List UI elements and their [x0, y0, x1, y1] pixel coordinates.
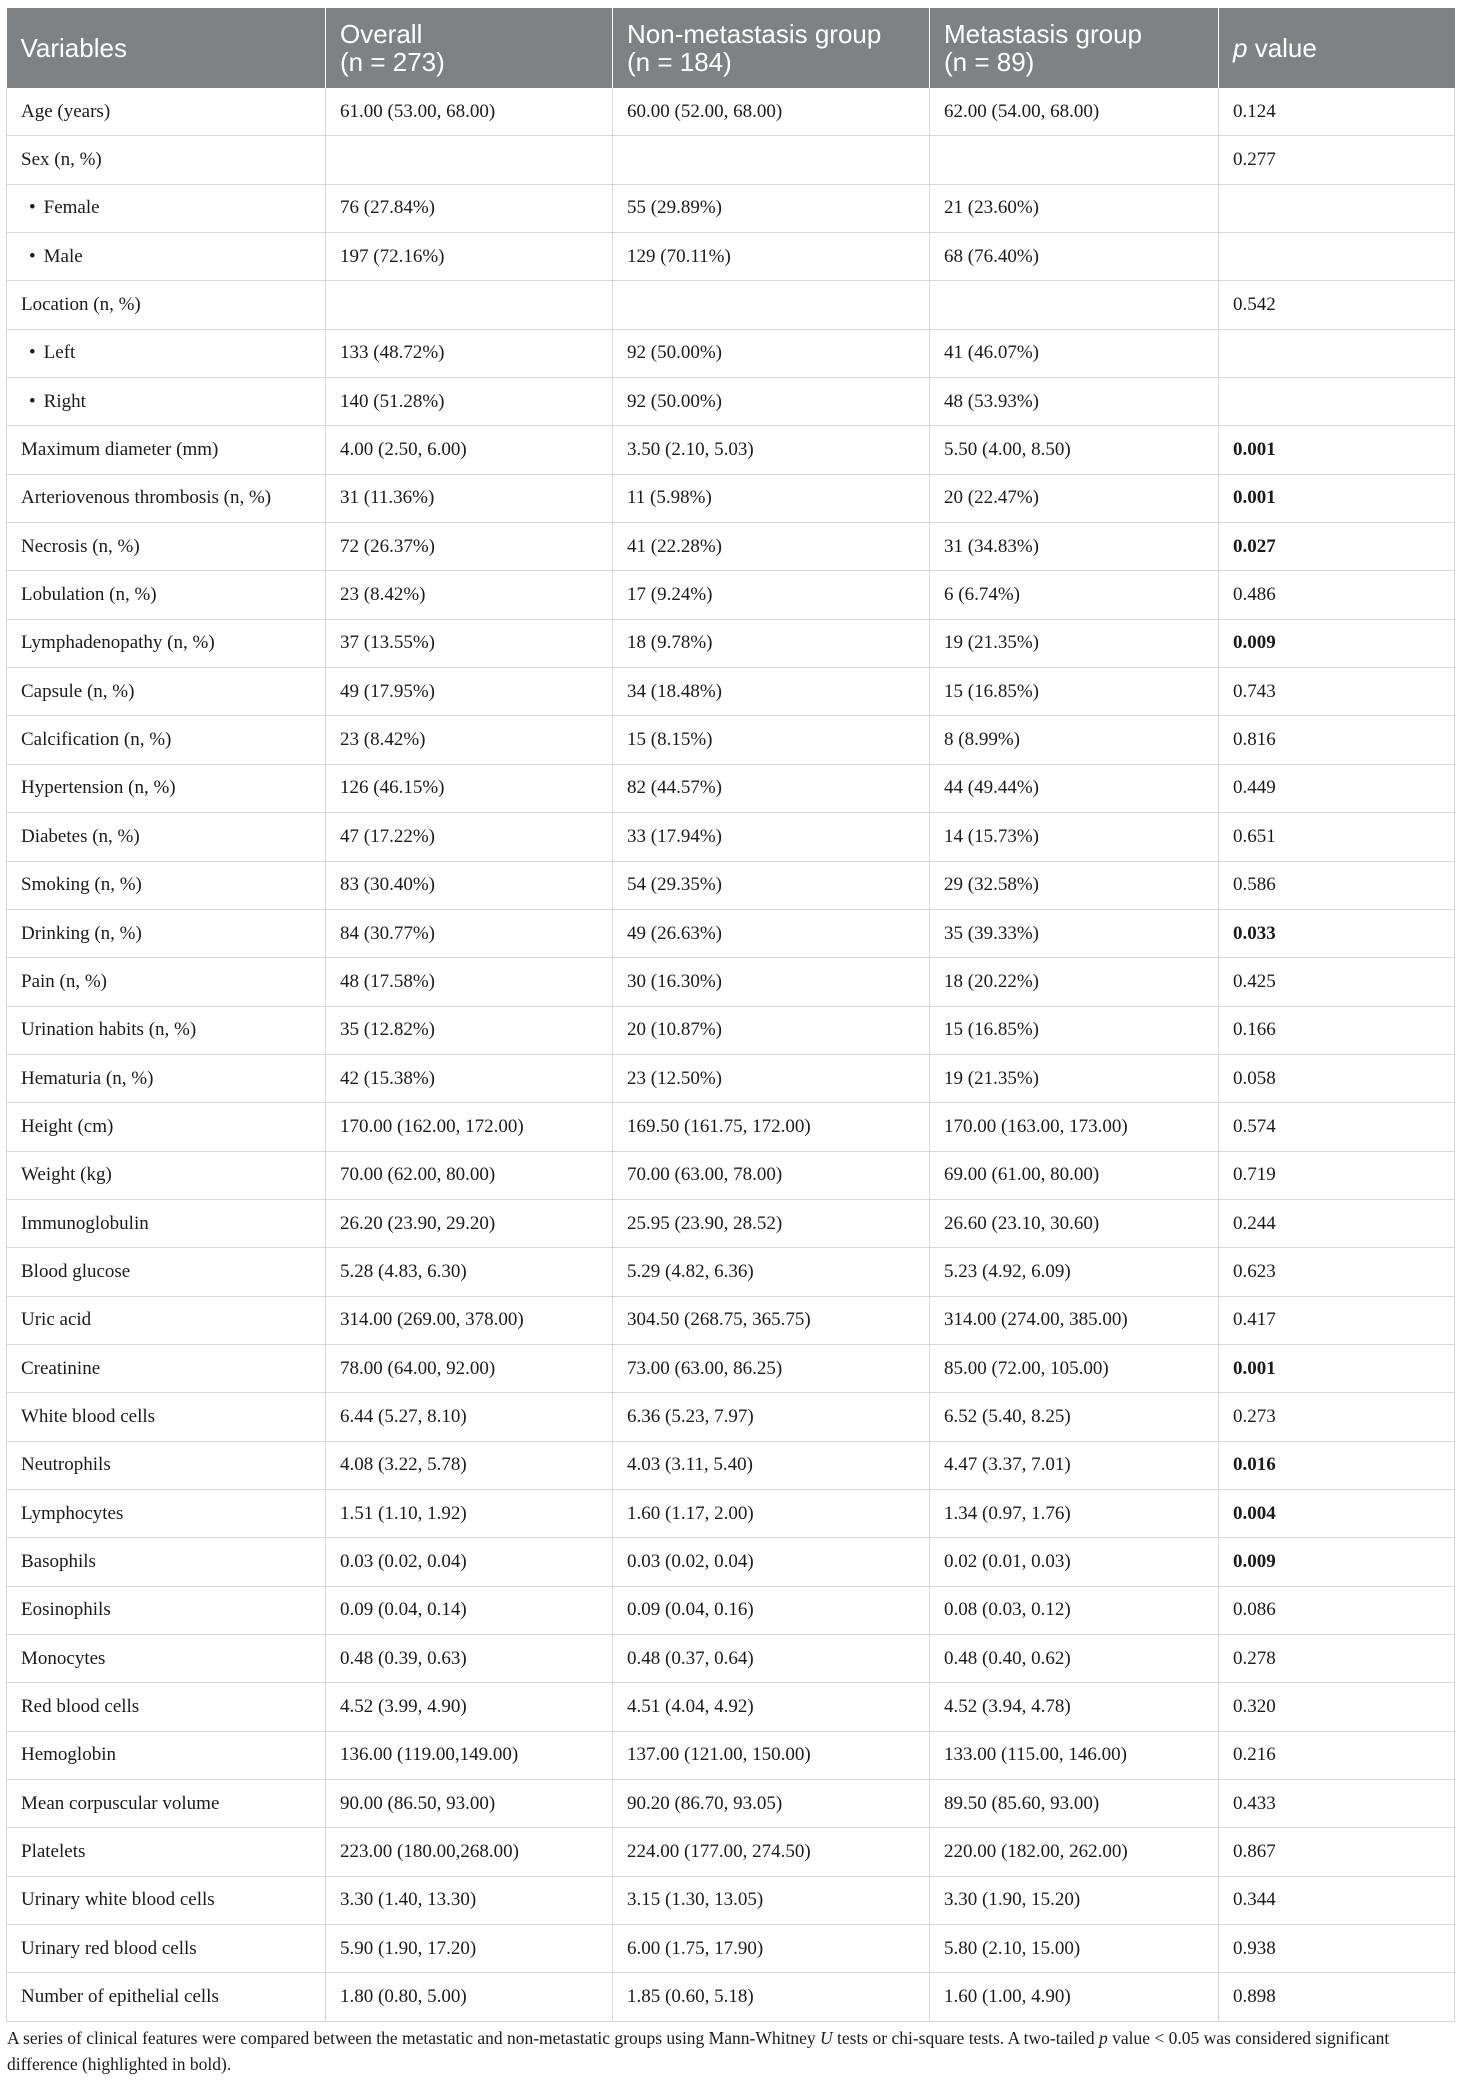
cell-overall — [326, 281, 613, 329]
cell-non-metastasis: 137.00 (121.00, 150.00) — [613, 1731, 930, 1779]
table-row — [7, 523, 1455, 571]
cell-p-value: 0.166 — [1219, 1006, 1455, 1054]
cell-p-value: 0.425 — [1219, 958, 1455, 1006]
cell-overall: 6.44 (5.27, 8.10) — [326, 1393, 613, 1441]
cell-metastasis — [930, 281, 1219, 329]
cell-p-value: 0.033 — [1219, 909, 1455, 957]
header-p-value: p value — [1219, 8, 1455, 88]
header-variables: Variables — [7, 8, 326, 88]
cell-non-metastasis: 60.00 (52.00, 68.00) — [613, 88, 930, 136]
cell-metastasis: 314.00 (274.00, 385.00) — [930, 1296, 1219, 1344]
cell-non-metastasis: 70.00 (63.00, 78.00) — [613, 1151, 930, 1199]
table-row — [7, 281, 1455, 329]
cell-overall: 223.00 (180.00,268.00) — [326, 1828, 613, 1876]
cell-metastasis: 0.48 (0.40, 0.62) — [930, 1635, 1219, 1683]
cell-non-metastasis: 11 (5.98%) — [613, 474, 930, 522]
cell-overall: 4.00 (2.50, 6.00) — [326, 426, 613, 474]
table-row — [7, 716, 1455, 764]
cell-p-value: 0.016 — [1219, 1441, 1455, 1489]
cell-overall: 35 (12.82%) — [326, 1006, 613, 1054]
cell-non-metastasis: 82 (44.57%) — [613, 764, 930, 812]
table-row — [7, 1296, 1455, 1344]
cell-metastasis: 41 (46.07%) — [930, 329, 1219, 377]
cell-variable: Platelets — [7, 1828, 326, 1876]
cell-metastasis: 5.80 (2.10, 15.00) — [930, 1925, 1219, 1973]
table-row — [7, 1151, 1455, 1199]
table-row — [7, 1489, 1455, 1537]
cell-p-value: 0.273 — [1219, 1393, 1455, 1441]
cell-overall: 136.00 (119.00,149.00) — [326, 1731, 613, 1779]
table-row — [7, 909, 1455, 957]
header-non-metastasis: Non-metastasis group (n = 184) — [613, 8, 930, 88]
cell-non-metastasis: 1.85 (0.60, 5.18) — [613, 1973, 930, 2021]
table-row — [7, 1635, 1455, 1683]
table-row — [7, 1441, 1455, 1489]
table-row — [7, 1199, 1455, 1247]
cell-non-metastasis: 30 (16.30%) — [613, 958, 930, 1006]
cell-p-value: 0.277 — [1219, 136, 1455, 184]
bullet-icon: • — [29, 197, 36, 219]
cell-p-value: 0.574 — [1219, 1103, 1455, 1151]
cell-p-value: 0.009 — [1219, 1538, 1455, 1586]
cell-p-value: 0.586 — [1219, 861, 1455, 909]
cell-p-value: 0.027 — [1219, 523, 1455, 571]
cell-metastasis: 29 (32.58%) — [930, 861, 1219, 909]
cell-p-value: 0.001 — [1219, 1344, 1455, 1392]
table-row — [7, 571, 1455, 619]
table-row — [7, 1731, 1455, 1779]
cell-non-metastasis: 90.20 (86.70, 93.05) — [613, 1780, 930, 1828]
cell-metastasis: 220.00 (182.00, 262.00) — [930, 1828, 1219, 1876]
cell-non-metastasis: 0.48 (0.37, 0.64) — [613, 1635, 930, 1683]
table-row — [7, 474, 1455, 522]
cell-non-metastasis: 6.00 (1.75, 17.90) — [613, 1925, 930, 1973]
cell-p-value — [1219, 329, 1455, 377]
cell-overall: 78.00 (64.00, 92.00) — [326, 1344, 613, 1392]
cell-p-value: 0.449 — [1219, 764, 1455, 812]
cell-p-value: 0.001 — [1219, 426, 1455, 474]
cell-variable: Sex (n, %) — [7, 136, 326, 184]
cell-metastasis: 4.47 (3.37, 7.01) — [930, 1441, 1219, 1489]
cell-p-value — [1219, 184, 1455, 232]
cell-variable: Lobulation (n, %) — [7, 571, 326, 619]
cell-p-value: 0.417 — [1219, 1296, 1455, 1344]
table-row — [7, 1925, 1455, 1973]
cell-overall: 47 (17.22%) — [326, 813, 613, 861]
cell-non-metastasis: 92 (50.00%) — [613, 329, 930, 377]
cell-overall: 90.00 (86.50, 93.00) — [326, 1780, 613, 1828]
cell-non-metastasis: 1.60 (1.17, 2.00) — [613, 1489, 930, 1537]
cell-variable: Hemoglobin — [7, 1731, 326, 1779]
bullet-icon: • — [29, 342, 36, 364]
cell-non-metastasis: 0.03 (0.02, 0.04) — [613, 1538, 930, 1586]
table-row — [7, 1876, 1455, 1924]
cell-metastasis: 3.30 (1.90, 15.20) — [930, 1876, 1219, 1924]
table-row — [7, 619, 1455, 667]
cell-metastasis: 15 (16.85%) — [930, 668, 1219, 716]
cell-non-metastasis: 55 (29.89%) — [613, 184, 930, 232]
header-overall: Overall (n = 273) — [326, 8, 613, 88]
cell-variable: Hematuria (n, %) — [7, 1054, 326, 1102]
cell-variable: Mean corpuscular volume — [7, 1780, 326, 1828]
table-row — [7, 813, 1455, 861]
cell-overall: 0.09 (0.04, 0.14) — [326, 1586, 613, 1634]
cell-overall: 314.00 (269.00, 378.00) — [326, 1296, 613, 1344]
cell-metastasis: 26.60 (23.10, 30.60) — [930, 1199, 1219, 1247]
cell-p-value: 0.278 — [1219, 1635, 1455, 1683]
cell-variable — [7, 329, 326, 377]
cell-non-metastasis: 25.95 (23.90, 28.52) — [613, 1199, 930, 1247]
table-footnote: A series of clinical features were compared between the metastatic and non-metastatic groups using Mann-Whitney U tests or chi-square tests. A two-tailed p value < 0.05 was considered significant difference (highlighted in bold). — [7, 2027, 1390, 2074]
cell-non-metastasis: 4.51 (4.04, 4.92) — [613, 1683, 930, 1731]
cell-non-metastasis: 54 (29.35%) — [613, 861, 930, 909]
cell-p-value: 0.486 — [1219, 571, 1455, 619]
cell-non-metastasis — [613, 136, 930, 184]
cell-non-metastasis: 15 (8.15%) — [613, 716, 930, 764]
cell-non-metastasis: 20 (10.87%) — [613, 1006, 930, 1054]
cell-overall: 31 (11.36%) — [326, 474, 613, 522]
cell-text: Female — [43, 197, 100, 219]
cell-non-metastasis: 18 (9.78%) — [613, 619, 930, 667]
cell-variable: Basophils — [7, 1538, 326, 1586]
cell-p-value: 0.898 — [1219, 1973, 1455, 2021]
cell-p-value: 0.058 — [1219, 1054, 1455, 1102]
cell-p-value: 0.001 — [1219, 474, 1455, 522]
cell-non-metastasis: 129 (70.11%) — [613, 233, 930, 281]
cell-variable: Lymphadenopathy (n, %) — [7, 619, 326, 667]
table-row — [7, 426, 1455, 474]
cell-non-metastasis: 34 (18.48%) — [613, 668, 930, 716]
bullet-icon: • — [29, 245, 36, 267]
cell-p-value: 0.938 — [1219, 1925, 1455, 1973]
cell-variable: Drinking (n, %) — [7, 909, 326, 957]
table-row — [7, 1683, 1455, 1731]
cell-metastasis: 44 (49.44%) — [930, 764, 1219, 812]
cell-text: Right — [43, 390, 86, 412]
cell-text: Male — [43, 245, 83, 267]
table-row — [7, 1393, 1455, 1441]
cell-overall: 140 (51.28%) — [326, 378, 613, 426]
cell-overall: 4.52 (3.99, 4.90) — [326, 1683, 613, 1731]
cell-variable: Red blood cells — [7, 1683, 326, 1731]
cell-variable: Diabetes (n, %) — [7, 813, 326, 861]
cell-overall: 23 (8.42%) — [326, 716, 613, 764]
cell-variable: Urination habits (n, %) — [7, 1006, 326, 1054]
cell-non-metastasis: 49 (26.63%) — [613, 909, 930, 957]
cell-p-value: 0.344 — [1219, 1876, 1455, 1924]
cell-metastasis: 68 (76.40%) — [930, 233, 1219, 281]
cell-variable: Smoking (n, %) — [7, 861, 326, 909]
table-row — [7, 861, 1455, 909]
cell-non-metastasis: 92 (50.00%) — [613, 378, 930, 426]
cell-non-metastasis: 304.50 (268.75, 365.75) — [613, 1296, 930, 1344]
cell-variable: Pain (n, %) — [7, 958, 326, 1006]
cell-variable: Eosinophils — [7, 1586, 326, 1634]
cell-p-value: 0.009 — [1219, 619, 1455, 667]
cell-overall: 133 (48.72%) — [326, 329, 613, 377]
table-row — [7, 764, 1455, 812]
cell-metastasis: 20 (22.47%) — [930, 474, 1219, 522]
cell-overall: 70.00 (62.00, 80.00) — [326, 1151, 613, 1199]
cell-variable: Uric acid — [7, 1296, 326, 1344]
cell-overall — [326, 136, 613, 184]
cell-non-metastasis: 23 (12.50%) — [613, 1054, 930, 1102]
cell-metastasis: 170.00 (163.00, 173.00) — [930, 1103, 1219, 1151]
cell-variable: Necrosis (n, %) — [7, 523, 326, 571]
table-row — [7, 1828, 1455, 1876]
cell-p-value: 0.320 — [1219, 1683, 1455, 1731]
cell-variable — [7, 378, 326, 426]
cell-metastasis: 6 (6.74%) — [930, 571, 1219, 619]
cell-variable: Blood glucose — [7, 1248, 326, 1296]
cell-metastasis: 19 (21.35%) — [930, 619, 1219, 667]
cell-p-value: 0.651 — [1219, 813, 1455, 861]
cell-p-value: 0.542 — [1219, 281, 1455, 329]
cell-overall: 4.08 (3.22, 5.78) — [326, 1441, 613, 1489]
cell-non-metastasis — [613, 281, 930, 329]
cell-p-value: 0.623 — [1219, 1248, 1455, 1296]
cell-overall: 0.48 (0.39, 0.63) — [326, 1635, 613, 1683]
cell-metastasis: 8 (8.99%) — [930, 716, 1219, 764]
table-row — [7, 1006, 1455, 1054]
cell-metastasis: 48 (53.93%) — [930, 378, 1219, 426]
cell-variable: Height (cm) — [7, 1103, 326, 1151]
cell-metastasis — [930, 136, 1219, 184]
table-row — [7, 1054, 1455, 1102]
cell-non-metastasis: 17 (9.24%) — [613, 571, 930, 619]
cell-non-metastasis: 5.29 (4.82, 6.36) — [613, 1248, 930, 1296]
cell-metastasis: 0.02 (0.01, 0.03) — [930, 1538, 1219, 1586]
cell-variable: Neutrophils — [7, 1441, 326, 1489]
cell-metastasis: 18 (20.22%) — [930, 958, 1219, 1006]
cell-metastasis: 62.00 (54.00, 68.00) — [930, 88, 1219, 136]
cell-non-metastasis: 224.00 (177.00, 274.50) — [613, 1828, 930, 1876]
cell-p-value — [1219, 378, 1455, 426]
header-metastasis: Metastasis group (n = 89) — [930, 8, 1219, 88]
cell-variable: Arteriovenous thrombosis (n, %) — [7, 474, 326, 522]
cell-variable: Urinary red blood cells — [7, 1925, 326, 1973]
cell-variable: Calcification (n, %) — [7, 716, 326, 764]
table-row — [7, 136, 1455, 184]
cell-variable: Urinary white blood cells — [7, 1876, 326, 1924]
table-row — [7, 184, 1455, 232]
cell-metastasis: 31 (34.83%) — [930, 523, 1219, 571]
cell-non-metastasis: 33 (17.94%) — [613, 813, 930, 861]
cell-metastasis: 15 (16.85%) — [930, 1006, 1219, 1054]
cell-metastasis: 21 (23.60%) — [930, 184, 1219, 232]
table-container — [6, 8, 1454, 2077]
table-row — [7, 1103, 1455, 1151]
cell-overall: 197 (72.16%) — [326, 233, 613, 281]
cell-non-metastasis: 4.03 (3.11, 5.40) — [613, 1441, 930, 1489]
cell-metastasis: 19 (21.35%) — [930, 1054, 1219, 1102]
cell-overall: 0.03 (0.02, 0.04) — [326, 1538, 613, 1586]
cell-p-value: 0.719 — [1219, 1151, 1455, 1199]
cell-variable: Location (n, %) — [7, 281, 326, 329]
cell-non-metastasis: 3.15 (1.30, 13.05) — [613, 1876, 930, 1924]
cell-non-metastasis: 41 (22.28%) — [613, 523, 930, 571]
cell-overall: 5.28 (4.83, 6.30) — [326, 1248, 613, 1296]
cell-overall: 84 (30.77%) — [326, 909, 613, 957]
cell-variable: Number of epithelial cells — [7, 1973, 326, 2021]
cell-p-value: 0.433 — [1219, 1780, 1455, 1828]
cell-p-value: 0.086 — [1219, 1586, 1455, 1634]
cell-overall: 48 (17.58%) — [326, 958, 613, 1006]
cell-p-value: 0.743 — [1219, 668, 1455, 716]
table-header — [7, 8, 1455, 88]
cell-non-metastasis: 0.09 (0.04, 0.16) — [613, 1586, 930, 1634]
cell-variable: Lymphocytes — [7, 1489, 326, 1537]
table-row — [7, 88, 1455, 136]
cell-metastasis: 14 (15.73%) — [930, 813, 1219, 861]
cell-variable: Creatinine — [7, 1344, 326, 1392]
cell-metastasis: 5.50 (4.00, 8.50) — [930, 426, 1219, 474]
cell-non-metastasis: 6.36 (5.23, 7.97) — [613, 1393, 930, 1441]
cell-p-value: 0.867 — [1219, 1828, 1455, 1876]
cell-p-value: 0.004 — [1219, 1489, 1455, 1537]
cell-overall: 3.30 (1.40, 13.30) — [326, 1876, 613, 1924]
cell-overall: 72 (26.37%) — [326, 523, 613, 571]
cell-non-metastasis: 169.50 (161.75, 172.00) — [613, 1103, 930, 1151]
cell-variable: Monocytes — [7, 1635, 326, 1683]
cell-variable: Immunoglobulin — [7, 1199, 326, 1247]
table-row — [7, 1248, 1455, 1296]
cell-variable — [7, 233, 326, 281]
cell-overall: 37 (13.55%) — [326, 619, 613, 667]
cell-non-metastasis: 73.00 (63.00, 86.25) — [613, 1344, 930, 1392]
cell-overall: 170.00 (162.00, 172.00) — [326, 1103, 613, 1151]
cell-text: Left — [43, 342, 76, 364]
cell-variable: Capsule (n, %) — [7, 668, 326, 716]
cell-metastasis: 35 (39.33%) — [930, 909, 1219, 957]
cell-variable: Weight (kg) — [7, 1151, 326, 1199]
cell-p-value: 0.216 — [1219, 1731, 1455, 1779]
cell-overall: 61.00 (53.00, 68.00) — [326, 88, 613, 136]
cell-overall: 1.80 (0.80, 5.00) — [326, 1973, 613, 2021]
cell-overall: 76 (27.84%) — [326, 184, 613, 232]
header-row — [7, 8, 1455, 88]
cell-metastasis: 89.50 (85.60, 93.00) — [930, 1780, 1219, 1828]
table-row — [7, 1780, 1455, 1828]
cell-metastasis: 1.34 (0.97, 1.76) — [930, 1489, 1219, 1537]
table-row — [7, 329, 1455, 377]
cell-metastasis: 85.00 (72.00, 105.00) — [930, 1344, 1219, 1392]
bullet-icon: • — [29, 390, 36, 412]
table-row — [7, 958, 1455, 1006]
cell-variable: Maximum diameter (mm) — [7, 426, 326, 474]
cell-p-value — [1219, 233, 1455, 281]
cell-non-metastasis: 3.50 (2.10, 5.03) — [613, 426, 930, 474]
table-row — [7, 668, 1455, 716]
cell-metastasis: 4.52 (3.94, 4.78) — [930, 1683, 1219, 1731]
cell-overall: 42 (15.38%) — [326, 1054, 613, 1102]
cell-variable: Hypertension (n, %) — [7, 764, 326, 812]
table-row — [7, 1344, 1455, 1392]
table-row — [7, 1586, 1455, 1634]
cell-variable — [7, 184, 326, 232]
cell-p-value: 0.124 — [1219, 88, 1455, 136]
cell-variable: White blood cells — [7, 1393, 326, 1441]
cell-overall: 5.90 (1.90, 17.20) — [326, 1925, 613, 1973]
cell-metastasis: 1.60 (1.00, 4.90) — [930, 1973, 1219, 2021]
cell-overall: 1.51 (1.10, 1.92) — [326, 1489, 613, 1537]
table-row — [7, 378, 1455, 426]
cell-overall: 23 (8.42%) — [326, 571, 613, 619]
cell-metastasis: 5.23 (4.92, 6.09) — [930, 1248, 1219, 1296]
cell-metastasis: 6.52 (5.40, 8.25) — [930, 1393, 1219, 1441]
cell-p-value: 0.244 — [1219, 1199, 1455, 1247]
table-body — [7, 88, 1455, 2021]
cell-p-value: 0.816 — [1219, 716, 1455, 764]
cell-metastasis: 69.00 (61.00, 80.00) — [930, 1151, 1219, 1199]
cell-overall: 26.20 (23.90, 29.20) — [326, 1199, 613, 1247]
table-row — [7, 1538, 1455, 1586]
cell-metastasis: 0.08 (0.03, 0.12) — [930, 1586, 1219, 1634]
cell-overall: 49 (17.95%) — [326, 668, 613, 716]
table-row — [7, 1973, 1455, 2021]
cell-overall: 126 (46.15%) — [326, 764, 613, 812]
clinical-features-table — [6, 8, 1455, 2022]
cell-overall: 83 (30.40%) — [326, 861, 613, 909]
cell-variable: Age (years) — [7, 88, 326, 136]
cell-metastasis: 133.00 (115.00, 146.00) — [930, 1731, 1219, 1779]
table-row — [7, 233, 1455, 281]
